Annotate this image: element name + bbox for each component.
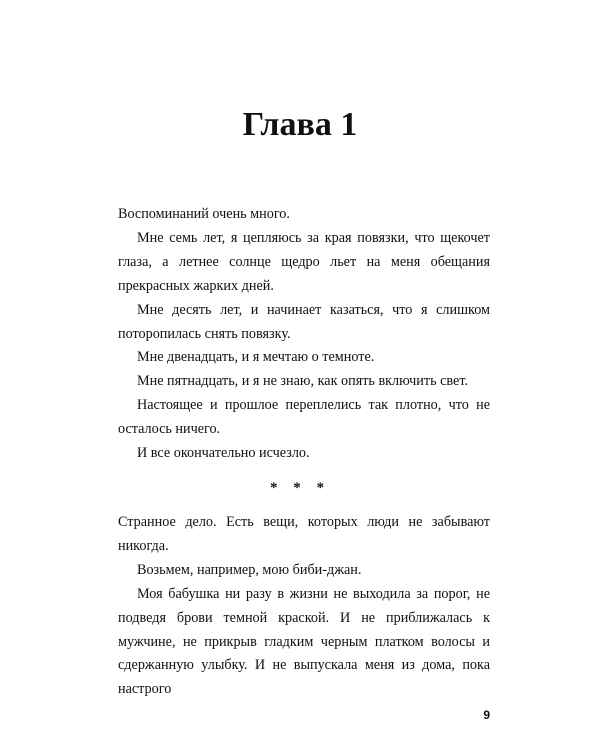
chapter-title: Глава 1	[242, 106, 358, 143]
section-1-text	[118, 203, 490, 466]
paragraph: Моя бабушка ни разу в жизни не выходила за порог, не подведя брови темной краской. И не приближалась к мужчине, не прикрыв гладким черным платком волосы и сдержанную улыбку. И не выпускала меня из дома, пока настрого	[118, 585, 490, 698]
page-number: 9	[483, 708, 490, 722]
paragraph: Мне двенадцать, и я мечтаю о темноте.	[137, 349, 375, 366]
paragraph: Возьмем, например, мою биби-джан.	[137, 561, 362, 578]
paragraph: Странное дело. Есть вещи, которых люди не забывают никогда.	[118, 514, 490, 554]
section-2-text	[118, 511, 490, 702]
paragraph: Мне десять лет, и начинает казаться, что я слишком поторопилась снять повязку.	[118, 301, 490, 342]
paragraph: Мне пятнадцать, и я не знаю, как опять включить свет.	[137, 373, 469, 390]
paragraph: Мне семь лет, я цепляюсь за края повязки, что щекочет глаза, а летнее солнце щедро льет на меня обещания прекрасных жарких дней.	[118, 229, 490, 294]
paragraph: И все окончательно исчезло.	[137, 445, 310, 462]
paragraph: Настоящее и прошлое переплелись так плотно, что не осталось ничего.	[118, 397, 490, 438]
paragraph: Воспоминаний очень много.	[118, 206, 290, 222]
section-separator: * * *	[270, 480, 330, 496]
